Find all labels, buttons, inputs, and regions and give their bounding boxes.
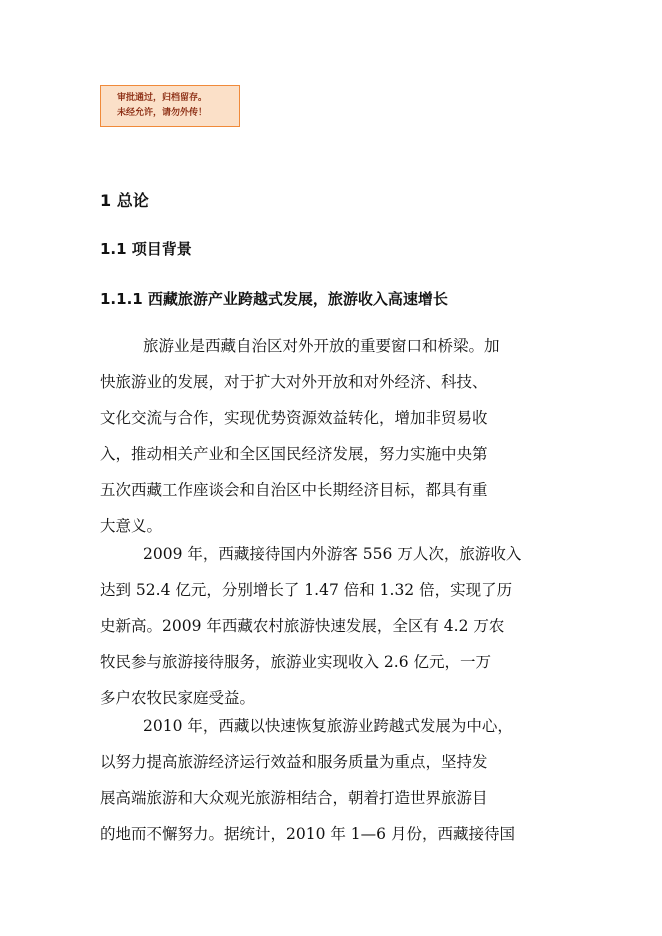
chapter-heading: 1 总论	[100, 191, 149, 210]
paragraph-line: 以努力提高旅游经济运行效益和服务质量为重点，坚持发	[100, 753, 488, 771]
paragraph-line: 达到 52.4 亿元，分别增长了 1.47 倍和 1.32 倍，实现了历	[100, 581, 513, 599]
paragraph-line: 史新高。2009 年西藏农村旅游快速发展，全区有 4.2 万农	[100, 617, 505, 635]
paragraph-line: 大意义。	[100, 517, 163, 535]
paragraph-1	[100, 328, 562, 544]
paragraph-line: 快旅游业的发展，对于扩大对外开放和对外经济、科技、	[100, 373, 488, 391]
paragraph-line: 2010 年，西藏以快速恢复旅游业跨越式发展为中心，	[143, 717, 513, 735]
paragraph-line: 2009 年，西藏接待国内外游客 556 万人次，旅游收入	[143, 545, 522, 563]
paragraph-line: 多户农牧民家庭受益。	[100, 689, 256, 707]
subsection-heading: 1.1.1 西藏旅游产业跨越式发展，旅游收入高速增长	[100, 290, 448, 308]
stamp-line-1: 审批通过，归档留存。	[117, 93, 208, 103]
paragraph-line: 的地而不懈努力。据统计，2010 年 1—6 月份，西藏接待国	[100, 825, 515, 843]
stamp-line-2: 未经允许，请勿外传！	[117, 108, 208, 118]
paragraph-line: 旅游业是西藏自治区对外开放的重要窗口和桥梁。加	[143, 337, 500, 355]
paragraph-2	[100, 536, 562, 716]
paragraph-line: 展高端旅游和大众观光旅游相结合，朝着打造世界旅游目	[100, 789, 488, 807]
paragraph-line: 文化交流与合作，实现优势资源效益转化，增加非贸易收	[100, 409, 488, 427]
paragraph-3	[100, 708, 562, 852]
paragraph-line: 五次西藏工作座谈会和自治区中长期经济目标，都具有重	[100, 481, 488, 499]
paragraph-line: 入，推动相关产业和全区国民经济发展，努力实施中央第	[100, 445, 488, 463]
section-heading: 1.1 项目背景	[100, 240, 192, 258]
paragraph-line: 牧民参与旅游接待服务，旅游业实现收入 2.6 亿元，一万	[100, 653, 492, 671]
approval-stamp	[100, 85, 240, 127]
